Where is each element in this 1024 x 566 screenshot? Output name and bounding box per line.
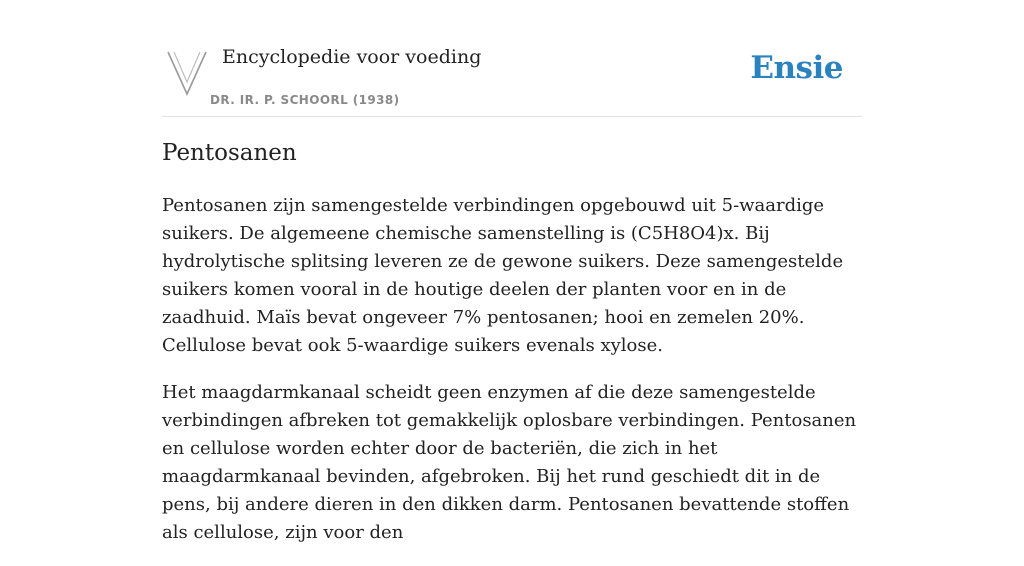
article-paragraph: Pentosanen zijn samengestelde verbindingen opgebouwd uit 5-waardige suikers. De algemeene chemische samenstelling is (C5H8O4)x. Bij hydrolytische splitsing leveren ze de gewone suikers. Deze samengestelde suikers komen vooral in de houtige deelen der planten voor en in de zaadhuid. Maïs bevat ongeveer 7% pentosanen; hooi en zemelen 20%. Cellulose bevat ook 5-waardige suikers evenals xylose. (162, 195, 844, 356)
book-title[interactable]: Encyclopedie voor voeding (222, 46, 482, 68)
article-body (162, 192, 864, 566)
brand-logo[interactable]: Ensie (750, 50, 843, 86)
article-paragraph: Het maagdarmkanaal scheidt geen enzymen af die deze samengestelde verbindingen afbreken tot gemakkelijk oplosbare verbindingen. Pentosanen en cellulose worden echter door de bacteriën, die zich in het maagdarmkanaal bevinden, afgebroken. Bij het rund geschiedt dit in de pens, bij andere dieren in den dikken darm. Pentosanen bevattende stoffen als cellulose, zijn voor den (162, 382, 857, 543)
book-author: DR. IR. P. SCHOORL (1938) (210, 93, 400, 107)
v-logo-icon[interactable] (166, 48, 208, 96)
header (162, 0, 862, 117)
article-title: Pentosanen (162, 140, 297, 166)
